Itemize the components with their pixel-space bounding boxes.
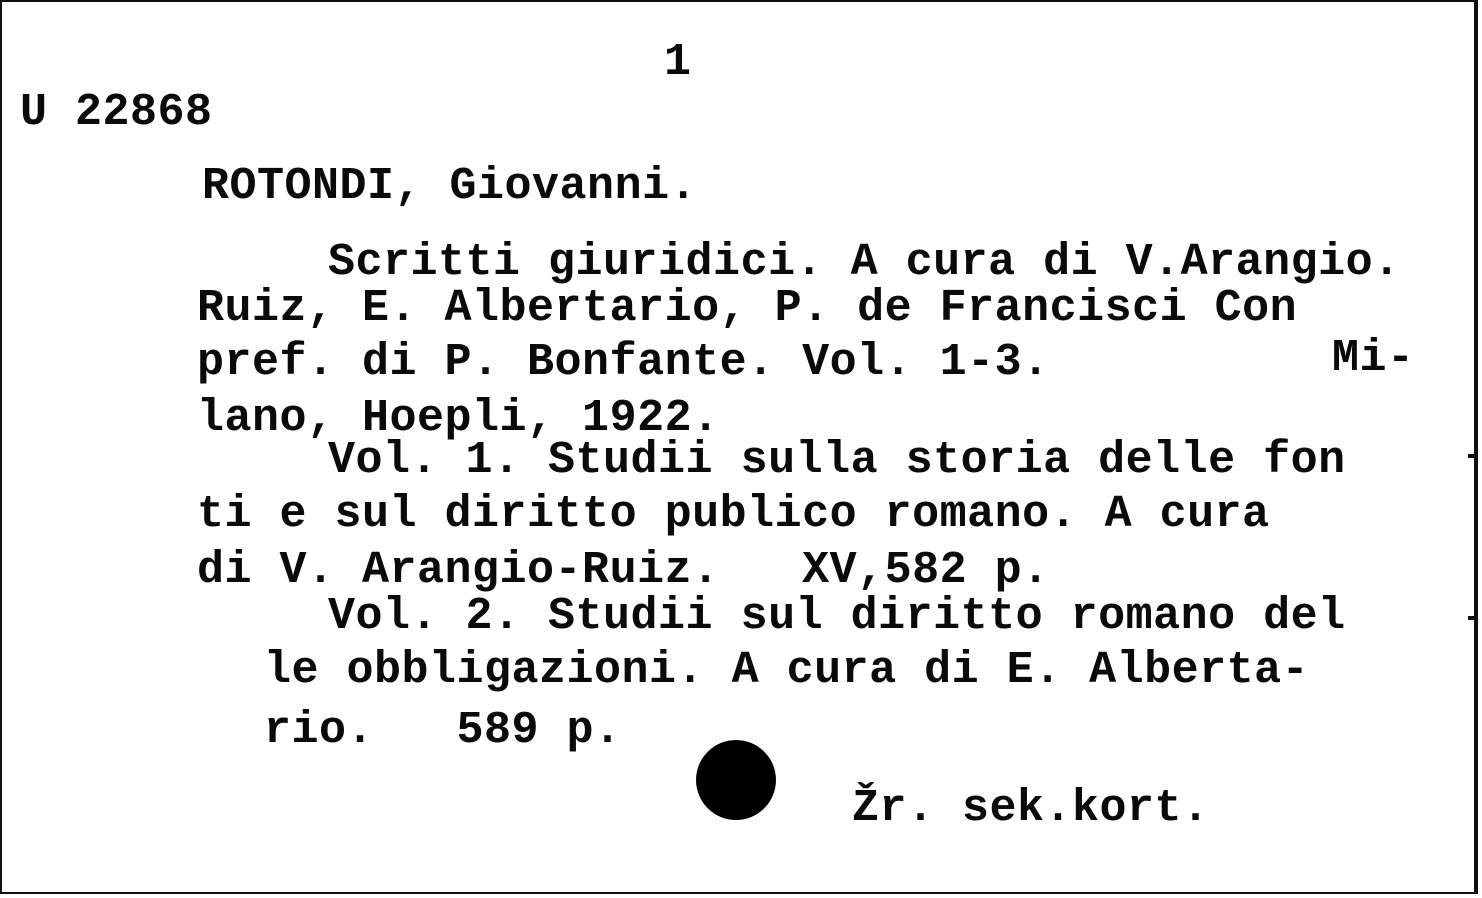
punch-hole: [696, 740, 776, 820]
vol1-line-1: Vol. 1. Studii sulla storia delle fon: [328, 435, 1346, 486]
vol2-line-3: rio. 589 p.: [264, 705, 622, 756]
title-line-2: Ruiz, E. Albertario, P. de Francisci Con: [197, 283, 1298, 334]
call-number: U 22868: [20, 87, 213, 138]
card-number: 1: [664, 37, 692, 88]
title-line-1: Scritti giuridici. A cura di V.Arangio.: [328, 237, 1401, 288]
place-fragment: Mi-: [1332, 333, 1415, 384]
vol1-line-3: di V. Arangio-Ruiz. XV,582 p.: [197, 545, 1050, 596]
location-note: Žr. sek.kort.: [852, 783, 1210, 834]
line-break-hyphen: [1468, 616, 1476, 620]
line-break-hyphen: [1468, 454, 1476, 458]
vol1-line-2: ti e sul diritto publico romano. A cura: [197, 489, 1270, 540]
title-line-3: pref. di P. Bonfante. Vol. 1-3.: [197, 337, 1050, 388]
title-line-4: lano, Hoepli, 1922.: [197, 393, 720, 444]
vol2-line-1: Vol. 2. Studii sul diritto romano del: [328, 591, 1346, 642]
vol2-line-2: le obbligazioni. A cura di E. Alberta-: [264, 645, 1310, 696]
author-heading: ROTONDI, Giovanni.: [202, 161, 698, 212]
